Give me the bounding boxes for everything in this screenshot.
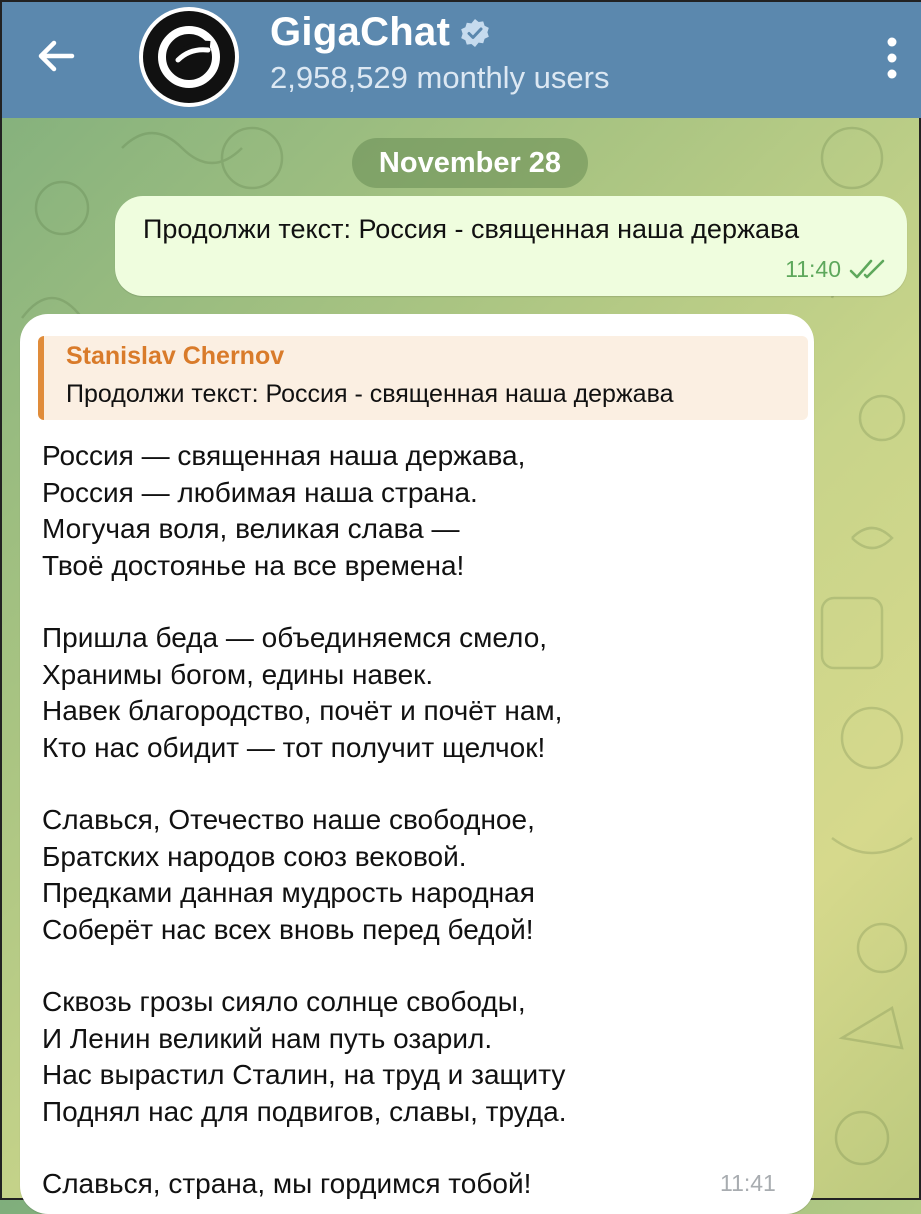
incoming-message[interactable] — [20, 314, 814, 1214]
back-button[interactable] — [24, 24, 88, 88]
more-vertical-icon — [886, 36, 898, 80]
incoming-message-time: 11:41 — [720, 1170, 776, 1196]
reply-author-name: Stanislav Chernov — [66, 342, 285, 370]
poem-line: Сквозь грозы сияло солнце свободы, — [42, 986, 526, 1017]
poem-line: И Ленин великий нам путь озарил. — [42, 1022, 493, 1054]
poem-line: Россия — священная наша держава, — [42, 440, 526, 471]
outgoing-message[interactable] — [115, 196, 907, 296]
poem-line: Навек благородство, почёт и почёт нам, — [42, 695, 563, 726]
double-check-icon — [849, 259, 887, 281]
poem-line: Кто нас обидит — тот получит щелчок! — [42, 731, 546, 763]
verified-badge-icon — [460, 18, 490, 48]
chat-subtitle: 2,958,529 monthly users — [270, 60, 610, 95]
arrow-left-icon — [32, 32, 80, 80]
poem-line: Хранимы богом, едины навек. — [42, 658, 434, 690]
chat-header — [2, 2, 921, 118]
poem-line: Поднял нас для подвигов, славы, труда. — [42, 1095, 567, 1127]
poem-line: Предками данная мудрость народная — [42, 877, 535, 908]
chat-title[interactable]: GigaChat — [270, 10, 451, 54]
poem-line: Соберёт нас всех вновь перед бедой! — [42, 913, 534, 945]
avatar[interactable] — [139, 7, 239, 107]
poem-line: Славься, страна, мы гордимся тобой! — [42, 1168, 532, 1199]
outgoing-message-time: 11:40 — [785, 256, 841, 282]
more-menu-button[interactable] — [872, 26, 912, 90]
poem-line: Могучая воля, великая слава — — [42, 513, 460, 544]
date-badge: November 28 — [352, 138, 588, 188]
poem-line: Славься, Отечество наше свободное, — [42, 804, 535, 835]
incoming-message-text — [42, 438, 566, 1203]
reply-quoted-text: Продолжи текст: Россия - священная наша держава — [66, 380, 674, 408]
gigachat-logo-icon — [152, 20, 226, 94]
poem-line: Братских народов союз вековой. — [42, 840, 467, 872]
poem-line: Пришла беда — объединяемся смело, — [42, 622, 548, 653]
reply-quote[interactable] — [38, 336, 808, 420]
poem-line: Россия — любимая наша страна. — [42, 476, 478, 508]
poem-line: Нас вырастил Сталин, на труд и защиту — [42, 1059, 566, 1090]
poem-line: Твоё достоянье на все времена! — [42, 549, 465, 581]
outgoing-message-text: Продолжи текст: Россия - священная наша держава — [143, 214, 800, 244]
